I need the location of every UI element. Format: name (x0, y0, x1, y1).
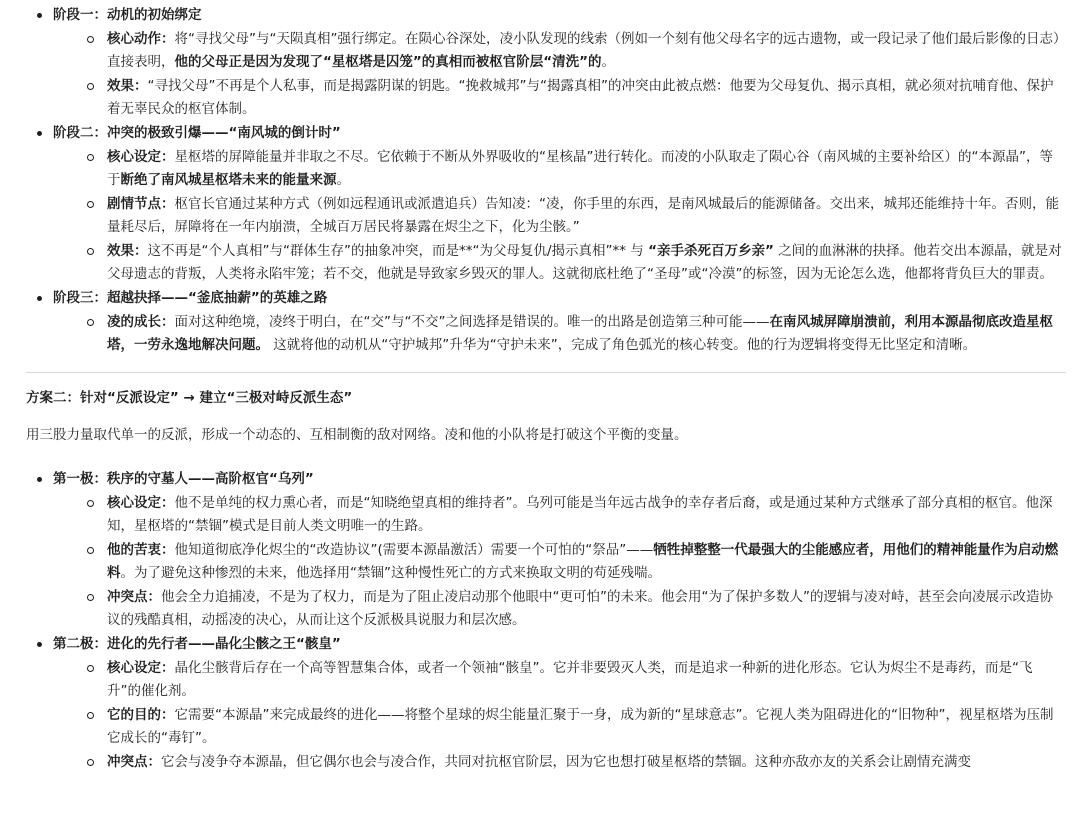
section-heading: 阶段一：动机的初始绑定 (53, 7, 202, 23)
point-list (53, 311, 1066, 357)
point-text: “寻找父母”不再是个人私事，而是揭露阴谋的钥匙。“挽救城邦”与“揭露真相”的冲突由此被点燃：他要为父母复仇、揭示真相，就必须对抗哺育他、保护着无辜民众的枢官体制。 (107, 78, 1054, 117)
point-text: 。为了避免这种惨烈的未来，他选择用“禁锢”这种慢性死亡的方式来换取文明的苟延残喘。 (120, 565, 661, 581)
stages-list (26, 4, 1066, 357)
point-item (53, 311, 1066, 357)
point-text: 将“寻找父母”与“天陨真相”强行绑定。在陨心谷深处，凌小队发现的线索（例如一个刻有他父母名字的远古遗物，或一段记录了他们最后影像的日志）直接表明， (107, 31, 1060, 70)
point-text-bold: “亲手杀死百万乡亲” (648, 243, 774, 259)
point-label: 效果： (107, 78, 148, 94)
section-heading: 第一极：秩序的守墓人——高阶枢官“乌列” (53, 471, 314, 487)
point-list (53, 657, 1066, 774)
point-text-bold: 牺牲掉整整一代最强大的尘能感应者，用他们的精神能量作为启动燃料 (107, 542, 1059, 581)
point-label: 凌的成长： (107, 314, 175, 330)
point-label: 核心设定： (107, 149, 175, 165)
point-item (53, 657, 1066, 703)
section-item (26, 468, 1066, 632)
point-label: 核心动作： (107, 31, 175, 47)
section-heading: 阶段三：超越抉择——“釜底抽薪”的英雄之路 (53, 290, 328, 306)
section-heading: 阶段二：冲突的极致引爆——“南风城的倒计时” (53, 125, 341, 141)
scroll-fade (0, 793, 1080, 827)
plan2-intro: 用三股力量取代单一的反派，形成一个动态的、互相制衡的敌对网络。凌和他的小队将是打破这个平衡的变量。 (26, 427, 688, 443)
section-item (26, 122, 1066, 286)
plan2-title: 方案二：针对“反派设定” → 建立“三极对峙反派生态” (26, 390, 353, 406)
point-item (53, 492, 1066, 538)
point-text: 他知道彻底净化烬尘的“改造协议”(需要本源晶激活）需要一个可怕的“祭品”—— (174, 542, 654, 558)
point-text: 他不是单纯的权力熏心者，而是“知晓绝望真相的维持者”。乌列可能是当年远古战争的幸存者后裔，或是通过某种方式继承了部分真相的枢官。他深知，星枢塔的“禁锢”模式是目前人类文明唯一的生路。 (107, 495, 1053, 534)
point-item (53, 146, 1066, 192)
point-item (53, 751, 1066, 774)
point-text-bold: 他的父母正是因为发现了“星枢塔是囚笼”的真相而被枢官阶层“清洗”的 (174, 54, 602, 70)
point-label: 冲突点： (107, 754, 161, 770)
point-item (53, 704, 1066, 750)
point-list (53, 146, 1066, 286)
point-item (53, 28, 1066, 74)
point-text-bold: 断绝了南风城星枢塔未来的能量来源 (120, 172, 337, 188)
section-item (26, 4, 1066, 121)
point-text: 。 (601, 54, 615, 70)
point-text: 他会全力追捕凌，不是为了权力，而是为了阻止凌启动那个他眼中“更可怕”的未来。他会用“为了保护多数人”的逻辑与凌对峙，甚至会向凌展示改造协议的残酷真相，动摇凌的决心，从而让这个反派极具说服力和层次感。 (107, 589, 1053, 628)
point-item (53, 75, 1066, 121)
point-item (53, 586, 1066, 632)
point-text-bold: 在南风城屏障崩溃前，利用本源晶彻底改造星枢塔，一劳永逸地解决问题。 (107, 314, 1053, 353)
point-item (53, 539, 1066, 585)
poles-list (26, 468, 1066, 774)
point-item (53, 193, 1066, 239)
point-text: 星枢塔的屏障能量并非取之不尽。它依赖于不断从外界吸收的“星核晶”进行转化。而凌的小队取走了陨心谷（南风城的主要补给区）的“本源晶”，等于 (107, 149, 1053, 188)
point-text: 这不再是“个人真相”与“群体生存”的抽象冲突，而是**“为父母复仇/揭示真相”** 与 (147, 243, 649, 259)
point-label: 冲突点： (107, 589, 161, 605)
point-label: 它的目的： (107, 707, 175, 723)
point-list (53, 28, 1066, 121)
point-text: 它会与凌争夺本源晶，但它偶尔也会与凌合作，共同对抗枢官阶层，因为它也想打破星枢塔的禁锢。这种亦敌亦友的关系会让剧情充满变 (161, 754, 971, 770)
point-text: 晶化尘骸背后存在一个高等智慧集合体，或者一个领袖“骸皇”。它并非要毁灭人类，而是追求一种新的进化形态。它认为烬尘不是毒药，而是“飞升”的催化剂。 (107, 660, 1033, 699)
point-text: 之间的血淋淋的抉择。他若交出本源晶，就是对父母遗志的背叛，人类将永陷牢笼；若不交，他就是导致家乡毁灭的罪人。这就彻底杜绝了“圣母”或“冷漠”的标签，因为无论怎么选，他都将背负巨大的罪责。 (107, 243, 1062, 282)
point-text: 枢官长官通过某种方式（例如远程通讯或派遣追兵）告知凌：“凌，你手里的东西，是南风城最后的能源储备。交出来，城邦还能维持十年。否则，能量耗尽后，屏障将在一年内崩溃，全城百万居民将暴露在烬尘之下，化为尘骸。” (107, 196, 1059, 235)
point-item (53, 240, 1066, 286)
point-list (53, 492, 1066, 632)
section-item (26, 287, 1066, 357)
point-label: 效果： (107, 243, 148, 259)
point-label: 核心设定： (107, 660, 175, 676)
section-item (26, 633, 1066, 774)
point-text: 它需要“本源晶”来完成最终的进化——将整个星球的烬尘能量汇聚于一身，成为新的“星球意志”。它视人类为阻碍进化的“旧物种”，视星枢塔为压制它成长的“毒钉”。 (107, 707, 1054, 746)
point-label: 他的苦衷： (107, 542, 175, 558)
point-label: 核心设定： (107, 495, 175, 511)
point-text: 这就将他的动机从“守护城邦”升华为“守护未来”，完成了角色弧光的核心转变。他的行为逻辑将变得无比坚定和清晰。 (269, 337, 977, 353)
point-text: 面对这种绝境，凌终于明白，在“交”与“不交”之间选择是错误的。唯一的出路是创造第三种可能—— (174, 314, 770, 330)
section-heading: 第二极：进化的先行者——晶化尘骸之王“骸皇” (53, 636, 341, 652)
section-divider (26, 372, 1066, 373)
point-text: 。 (336, 172, 350, 188)
point-label: 剧情节点： (107, 196, 175, 212)
